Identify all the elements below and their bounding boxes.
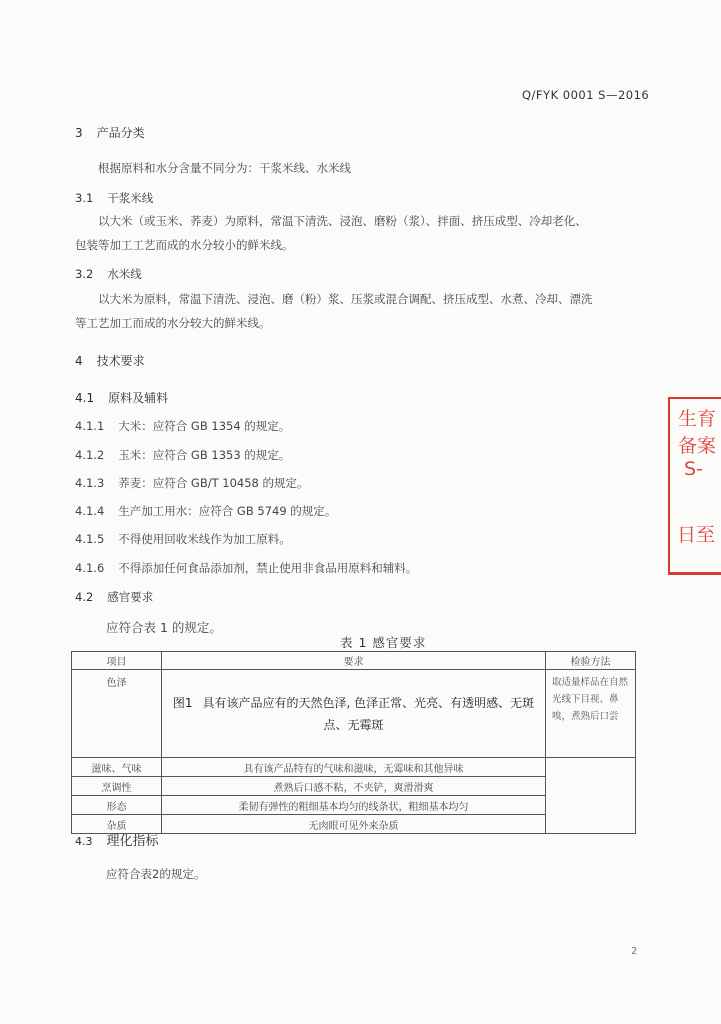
section-4-1-heading: [75, 389, 168, 406]
table-row: [72, 758, 636, 777]
paragraph-line: 包装等加工工艺而成的水分较小的鲜米线。: [75, 238, 294, 252]
stamp-border-top: [668, 397, 721, 399]
row-requirement: 柔韧有弹性的粗细基本均匀的线条状，粗细基本均匀: [162, 796, 546, 815]
section-title: 理化指标: [106, 834, 159, 849]
method-cell-blank: [546, 758, 636, 777]
item-number: 4.1.2: [75, 448, 105, 462]
stamp-text-line4: 日至: [677, 524, 716, 546]
inspection-method: 取适量样品在自然光线下目视、鼻嗅，煮熟后口尝: [546, 670, 636, 758]
method-cell-blank: [546, 777, 636, 796]
item-4-1-4: [75, 503, 336, 519]
section-number: 4.1: [75, 391, 95, 405]
requirement-text: 具有该产品应有的天然色泽, 色泽正常、光亮、有透明感、无斑点、无霉斑: [202, 695, 535, 732]
section-4-2-heading: [75, 589, 153, 605]
section-number: 4.2: [75, 590, 94, 604]
item-text: 玉米：应符合 GB 1353 的规定。: [118, 448, 291, 462]
section-title: 干浆米线: [107, 191, 154, 205]
item-text: 不得添加任何食品添加剂，禁止使用非食品用原料和辅料。: [118, 561, 418, 575]
item-4-1-6: [75, 560, 417, 576]
item-number: 4.1.3: [75, 476, 105, 490]
page-number: 2: [631, 946, 638, 957]
paragraph-line: 以大米（或玉米、荞麦）为原料，常温下清洗、浸泡、磨粉（浆）、拌面、挤压成型、冷却老化、: [98, 214, 587, 228]
table-row: [72, 777, 636, 796]
section-3-heading: [75, 124, 145, 141]
item-text: 荞麦：应符合 GB/T 10458 的规定。: [118, 476, 309, 490]
figure-label: 图1: [172, 695, 193, 710]
section-3-2-paragraph: [75, 287, 640, 335]
table-row: [72, 670, 636, 758]
item-4-1-3: [75, 475, 309, 491]
section-title: 原料及辅料: [108, 391, 169, 405]
section-3-2-heading: [75, 266, 142, 282]
item-4-1-1: [75, 418, 290, 434]
row-requirement: 具有该产品特有的气味和滋味，无霉味和其他异味: [162, 758, 546, 777]
row-item: 滋味、气味: [72, 758, 162, 777]
section-4-heading: [75, 352, 145, 369]
section-3-1-heading: [75, 190, 153, 206]
item-number: 4.1.5: [75, 532, 105, 546]
stamp-border-bottom: [668, 572, 721, 575]
item-4-1-5: [75, 531, 291, 547]
row-requirement: 煮熟后口感不粘，不夹铲，爽滑滑爽: [162, 777, 546, 796]
stamp-text-line3: S-: [684, 458, 703, 480]
item-text: 生产加工用水：应符合 GB 5749 的规定。: [118, 504, 337, 518]
method-cell-blank: [546, 815, 636, 834]
row-item-color: 色泽: [72, 670, 162, 758]
item-text: 大米：应符合 GB 1354 的规定。: [118, 419, 291, 433]
section-number: 3.1: [75, 191, 94, 205]
row-item: 杂质: [72, 815, 162, 834]
method-cell-blank: [546, 796, 636, 815]
row-item: 烹调性: [72, 777, 162, 796]
row-requirement: 无肉眼可见外来杂质: [162, 815, 546, 834]
row-item: 形态: [72, 796, 162, 815]
header-item: 项目: [72, 652, 162, 670]
section-title: 技术要求: [96, 354, 145, 368]
table-title: 表 1 感官要求: [340, 635, 427, 650]
section-title: 水米线: [107, 267, 142, 281]
table-row: [72, 796, 636, 815]
paragraph-line: 等工艺加工而成的水分较大的鲜米线。: [75, 316, 271, 330]
section-title: 产品分类: [96, 126, 145, 140]
item-4-1-2: [75, 447, 290, 463]
stamp-border-left: [668, 399, 670, 575]
section-number: 4.3: [75, 835, 93, 848]
section-3-1-paragraph: [75, 209, 640, 257]
section-number: 3: [75, 126, 83, 140]
section-4-3-heading: [75, 830, 159, 849]
paragraph-line: 以大米为原料，常温下清洗、浸泡、磨（粉）浆、压浆或混合调配、挤压成型、水煮、冷却、漂洗: [98, 292, 593, 306]
header-requirement: 要求: [162, 652, 546, 670]
sensory-table: [71, 651, 636, 834]
section-number: 4: [75, 354, 83, 368]
section-3-text: 根据原料和水分含量不同分为：干浆米线、水米线: [98, 161, 351, 175]
stamp-text-line1: 生育: [678, 408, 717, 430]
item-text: 不得使用回收米线作为加工原料。: [118, 532, 291, 546]
item-number: 4.1.6: [75, 561, 105, 575]
section-4-3-text: 应符合表2的规定。: [106, 867, 206, 881]
item-number: 4.1.4: [75, 504, 105, 518]
row-requirement-color: [162, 670, 546, 758]
table-header-row: [72, 652, 636, 670]
section-number: 3.2: [75, 267, 94, 281]
document-number: Q/FYK 0001 S—2016: [522, 88, 650, 102]
stamp-text-line2: 备案: [678, 435, 717, 457]
item-number: 4.1.1: [75, 419, 105, 433]
section-title: 感官要求: [107, 590, 154, 604]
section-4-2-text: 应符合表 1 的规定。: [106, 620, 222, 635]
header-method: 检验方法: [546, 652, 636, 670]
